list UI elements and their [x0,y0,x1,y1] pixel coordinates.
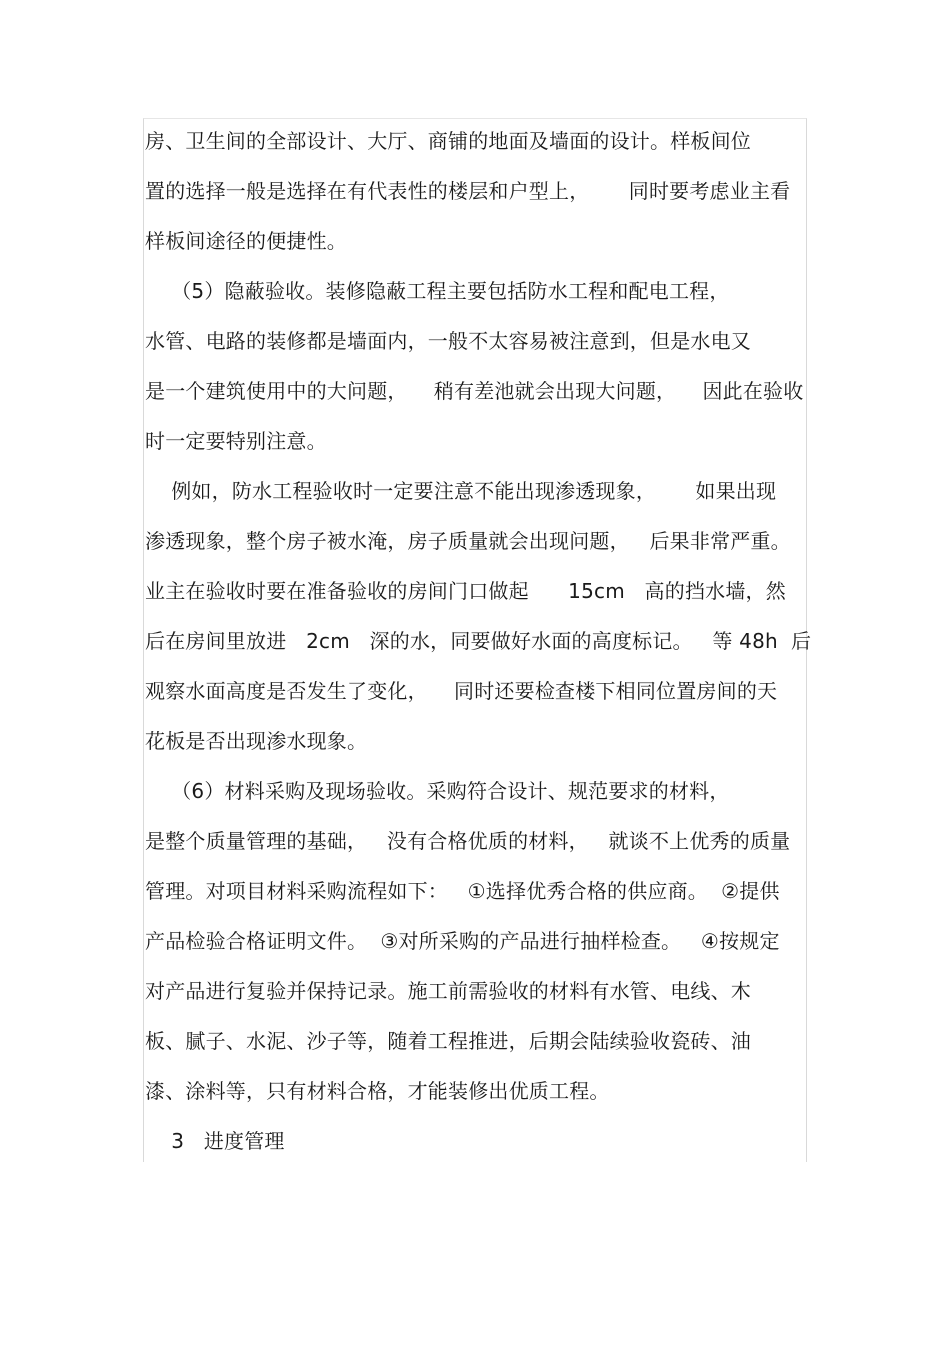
text-line: 渗透现象，整个房子被水淹，房子质量就会出现问题， 后果非常严重。 [145,529,791,553]
text-line: 时一定要特别注意。 [145,429,327,453]
text-line: 业主在验收时要在准备验收的房间门口做起 15cm 高的挡水墙，然 [145,579,786,603]
text-line: 水管、电路的装修都是墙面内，一般不太容易被注意到，但是水电又 [145,329,751,353]
text-line: （5）隐蔽验收。装修隐蔽工程主要包括防水工程和配电工程， [145,279,730,303]
text-line: 观察水面高度是否发生了变化， 同时还要检查楼下相同位置房间的天 [145,679,778,703]
text-line: 是整个质量管理的基础， 没有合格优质的材料， 就谈不上优秀的质量 [145,829,791,853]
text-line: 板、腻子、水泥、沙子等，随着工程推进，后期会陆续验收瓷砖、油 [145,1029,751,1053]
text-line: 对产品进行复验并保持记录。施工前需验收的材料有水管、电线、木 [145,979,751,1003]
text-line: （6）材料采购及现场验收。采购符合设计、规范要求的材料， [145,779,730,803]
text-line: 是一个建筑使用中的大问题， 稍有差池就会出现大问题， 因此在验收 [145,379,804,403]
section-heading: 3 进度管理 [145,1129,285,1153]
text-line: 产品检验合格证明文件。 ③对所采购的产品进行抽样检查。 ④按规定 [145,929,780,953]
text-line: 管理。对项目材料采购流程如下： ①选择优秀合格的供应商。 ②提供 [145,879,780,903]
text-line: 房、卫生间的全部设计、大厅、商铺的地面及墙面的设计。样板间位 [145,129,751,153]
text-line: 后在房间里放进 2cm 深的水，同要做好水面的高度标记。 等 48h 后 [145,629,812,653]
text-line: 样板间途径的便捷性。 [145,229,347,253]
text-line: 置的选择一般是选择在有代表性的楼层和户型上， 同时要考虑业主看 [145,179,791,203]
text-line: 例如，防水工程验收时一定要注意不能出现渗透现象， 如果出现 [145,479,777,503]
text-line: 花板是否出现渗水现象。 [145,729,368,753]
text-line: 漆、涂料等，只有材料合格，才能装修出优质工程。 [145,1079,610,1103]
